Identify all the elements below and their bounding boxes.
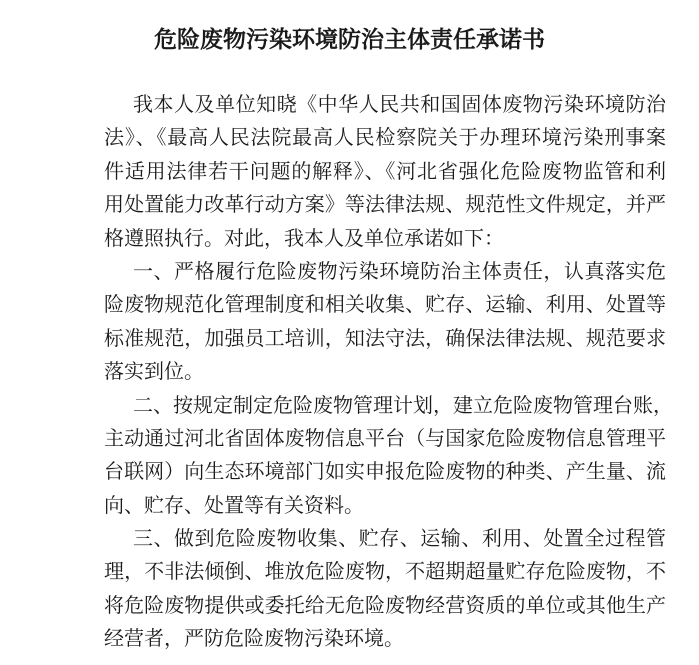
text-line: 台联网）向生态环境部门如实申报危险废物的种类、产生量、流 (104, 459, 666, 484)
text-line: 三、做到危险废物收集、贮存、运输、利用、处置全过程管 (133, 526, 666, 551)
document-body (104, 88, 673, 656)
text-line: 一、严格履行危险废物污染环境防治主体责任，认真落实危 (133, 258, 666, 283)
text-line: 标准规范，加强员工培训，知法守法，确保法律法规、规范要求 (104, 325, 666, 350)
text-line: 险废物规范化管理制度和相关收集、贮存、运输、利用、处置等 (104, 292, 666, 317)
text-line: 落实到位。 (104, 359, 204, 384)
paragraph (104, 389, 673, 523)
text-line: 向、贮存、处置等有关资料。 (104, 492, 364, 517)
paragraph (104, 522, 666, 656)
text-line: 将危险废物提供或委托给无危险废物经营资质的单位或其他生产 (104, 592, 666, 617)
text-line: 经营者，严防危险废物污染环境。 (104, 626, 404, 651)
text-line: 理，不非法倾倒、堆放危险废物，不超期超量贮存危险废物，不 (104, 559, 666, 584)
document-title: 危险废物污染环境防治主体责任承诺书 (154, 26, 545, 53)
text-line: 用处置能力改革行动方案》等法律法规、规范性文件规定，并严 (104, 192, 666, 217)
paragraph (104, 255, 666, 389)
text-line: 主动通过河北省固体废物信息平台（与国家危险废物信息管理平 (104, 425, 666, 450)
text-line: 格遵照执行。对此，我本人及单位承诺如下： (104, 225, 504, 250)
text-line: 法》、《最高人民法院最高人民检察院关于办理环境污染刑事案 (104, 125, 666, 150)
text-line: 我本人及单位知晓《中华人民共和国固体废物污染环境防治 (133, 92, 666, 116)
paragraph (104, 88, 666, 255)
text-line: 二、按规定制定危险废物管理计划，建立危险废物管理台账， (133, 392, 673, 417)
text-line: 件适用法律若干问题的解释》、《河北省强化危险废物监管和利 (104, 158, 666, 183)
